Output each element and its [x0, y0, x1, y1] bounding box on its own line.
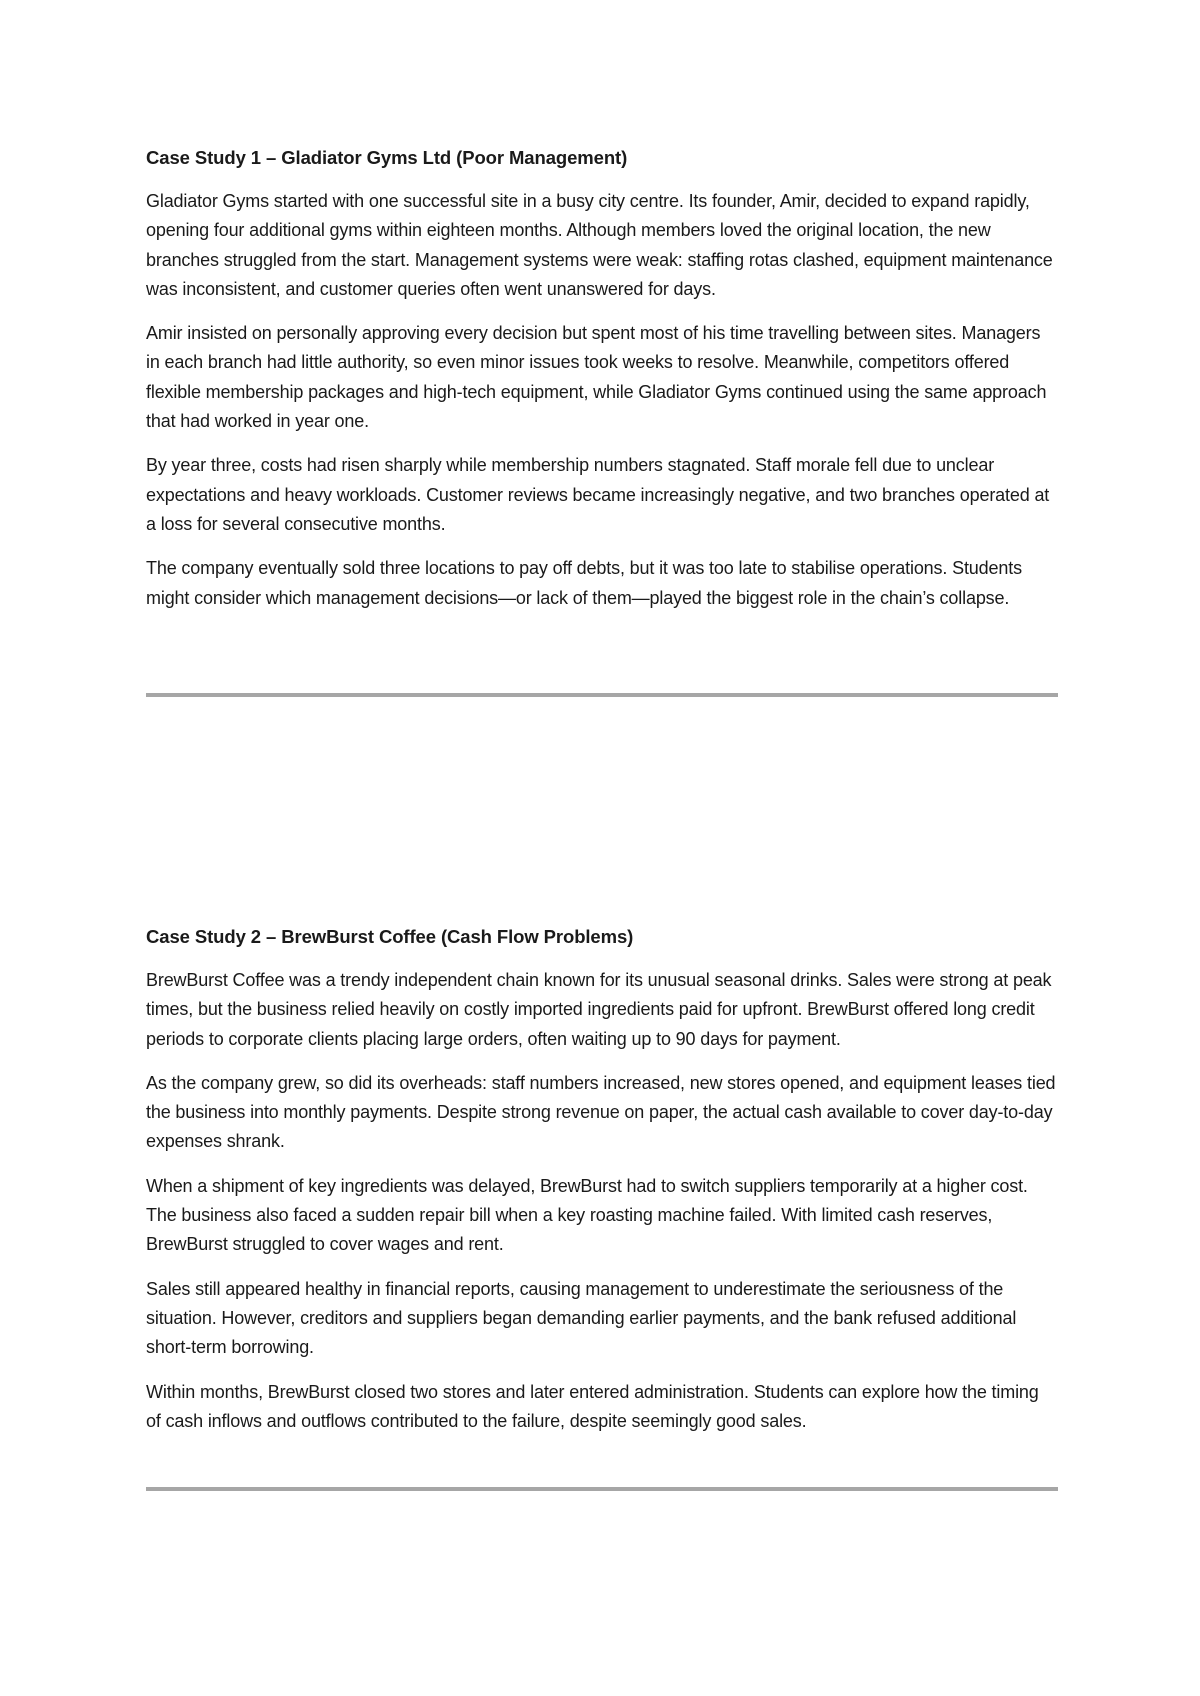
- case-study-2-paragraph-4: Sales still appeared healthy in financial reports, causing management to underestimate the seriousness of the situation. However, creditors and suppliers began demanding earlier payments, and the bank refused additional short-term borrowing.: [146, 1278, 1017, 1358]
- section-divider-1: [146, 693, 1058, 697]
- case-study-1-paragraph-2: Amir insisted on personally approving every decision but spent most of his time travelling between sites. Managers in each branch had little authority, so even minor issues took weeks to resolve. Meanwhile, competitors offered flexible membership packages and high-tech equipment, while Gladiator Gyms continued using the same approach that had worked in year one.: [146, 323, 1047, 432]
- case-study-2-paragraph-2: As the company grew, so did its overheads: staff numbers increased, new stores opened, and equipment leases tied the business into monthly payments. Despite strong revenue on paper, the actual cash available to cover day-to-day expenses shrank.: [146, 1072, 1056, 1152]
- case-study-1: [146, 143, 1058, 628]
- case-study-2-title: Case Study 2 – BrewBurst Coffee (Cash Flow Problems): [146, 926, 634, 947]
- case-study-1-paragraph-4: The company eventually sold three locations to pay off debts, but it was too late to stabilise operations. Students might consider which management decisions—or lack of them—played the biggest role in the chain’s collapse.: [146, 558, 1022, 608]
- case-study-2-paragraph-1: BrewBurst Coffee was a trendy independent chain known for its unusual seasonal drinks. Sales were strong at peak times, but the business relied heavily on costly imported ingredients paid for upfront. BrewBurst offered long credit periods to corporate clients placing large orders, often waiting up to 90 days for payment.: [146, 970, 1052, 1049]
- case-study-1-paragraph-1: Gladiator Gyms started with one successful site in a busy city centre. Its founder, Amir, decided to expand rapidly, opening four additional gyms within eighteen months. Although members loved the original location, the new branches struggled from the start. Management systems were weak: staffing rotas clashed, equipment maintenance was inconsistent, and customer queries often went unanswered for days.: [146, 191, 1053, 299]
- case-study-1-title: Case Study 1 – Gladiator Gyms Ltd (Poor Management): [146, 147, 628, 168]
- section-divider-2: [146, 1487, 1058, 1491]
- case-study-2-paragraph-5: Within months, BrewBurst closed two stores and later entered administration. Students can explore how the timing of cash inflows and outflows contributed to the failure, despite seemingly good sales.: [146, 1381, 1039, 1431]
- case-study-2: [146, 922, 1058, 1451]
- case-study-1-paragraph-3: By year three, costs had risen sharply while membership numbers stagnated. Staff morale fell due to unclear expectations and heavy workloads. Customer reviews became increasingly negative, and two branches operated at a loss for several consecutive months.: [146, 455, 1050, 534]
- case-study-2-paragraph-3: When a shipment of key ingredients was delayed, BrewBurst had to switch suppliers temporarily at a higher cost. The business also faced a sudden repair bill when a key roasting machine failed. With limited cash reserves, BrewBurst struggled to cover wages and rent.: [146, 1175, 1028, 1255]
